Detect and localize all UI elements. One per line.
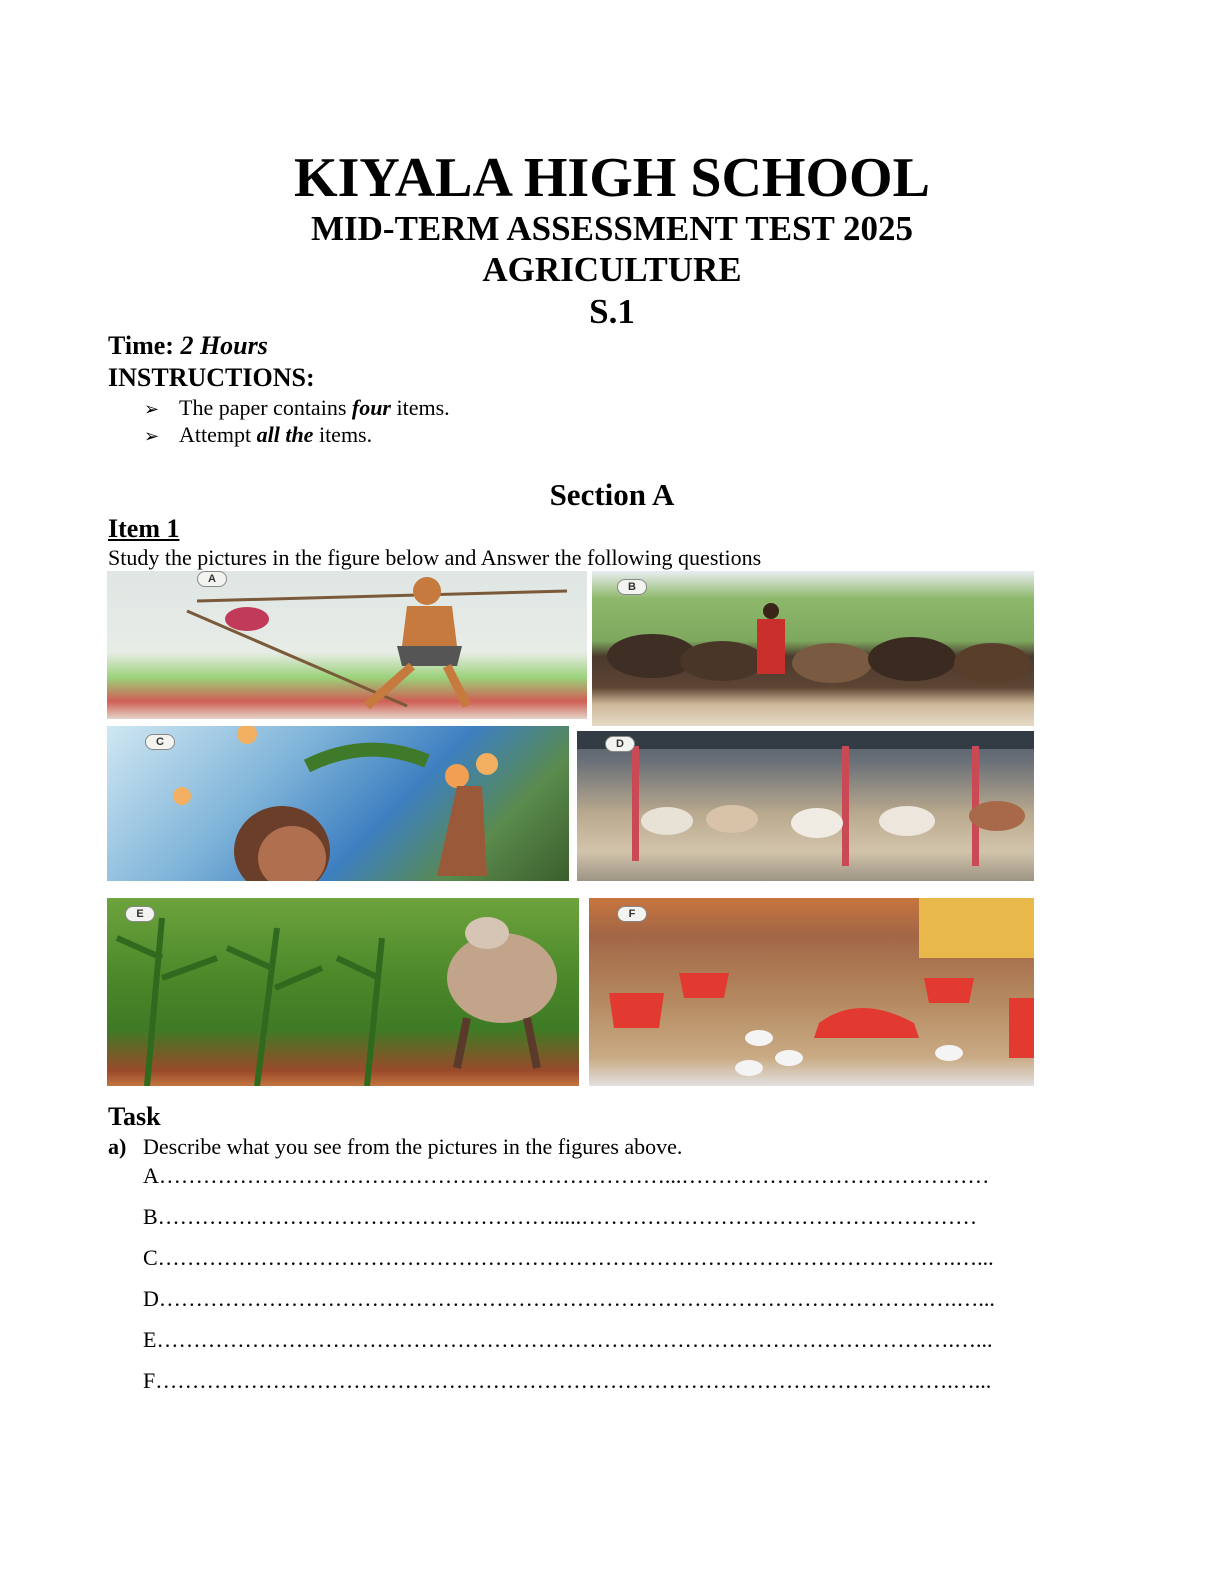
answer-line-d[interactable]: D……………………………………………………………………………………………….…... — [143, 1286, 995, 1311]
picture-e-maize-garden — [107, 898, 579, 1086]
section-title: Section A — [549, 477, 675, 512]
panel-label-e: E — [125, 906, 155, 922]
panel-label-c: C — [145, 734, 175, 750]
arrow-bullet-icon: ➢ — [144, 426, 160, 447]
answer-line-e[interactable]: E……………………………………………………………………………………………….…... — [143, 1327, 993, 1352]
picture-b-herding-cattle — [592, 571, 1034, 726]
task-title: Task — [108, 1102, 161, 1131]
panel-label-f: F — [617, 906, 647, 922]
instructions-heading: INSTRUCTIONS: — [108, 363, 315, 392]
panel-label-d: D — [605, 736, 635, 752]
picture-f-poultry-house — [589, 898, 1034, 1086]
school-name: KIYALA HIGH SCHOOL — [294, 147, 930, 209]
class-level: S.1 — [589, 292, 635, 331]
question-label: a) — [108, 1134, 127, 1159]
poultry-house-illustration — [589, 898, 1034, 1086]
fruit-gathering-illustration — [107, 726, 569, 881]
answer-line-f[interactable]: F……………………………………………………………………………………………….…... — [143, 1368, 992, 1393]
maize-garden-illustration — [107, 898, 579, 1086]
subject-title: AGRICULTURE — [482, 250, 742, 289]
hunter-illustration — [107, 571, 587, 719]
panel-label-a: A — [197, 571, 227, 587]
time-value: 2 Hours — [180, 331, 268, 360]
time-allowed — [108, 330, 268, 362]
instruction-item: ➢ Attempt all the items. — [144, 421, 372, 451]
item-title: Item 1 — [108, 514, 180, 543]
item-prompt: Study the pictures in the figure below and Answer the following questions — [108, 545, 762, 570]
agriculture-pictures-figure — [107, 571, 1034, 1086]
arrow-bullet-icon: ➢ — [144, 399, 160, 420]
picture-a-hunter — [107, 571, 587, 719]
picture-d-zero-grazing-unit — [577, 731, 1034, 881]
answer-line-c[interactable]: C……………………………………………………………………………………………….…... — [143, 1245, 994, 1270]
cattle-shed-illustration — [577, 731, 1034, 881]
answer-line-b[interactable]: B……………………………………………….....……………………………………………… — [143, 1204, 978, 1229]
exam-title: MID-TERM ASSESSMENT TEST 2025 — [311, 209, 913, 248]
answer-line-a[interactable]: A……………………………………………………………...…………………………………… — [143, 1163, 990, 1188]
time-label: Time: — [108, 331, 174, 360]
question-text: Describe what you see from the pictures in the figures above. — [143, 1134, 683, 1159]
picture-c-gathering-fruits — [107, 726, 569, 881]
panel-label-b: B — [617, 579, 647, 595]
instruction-item: ➢ The paper contains four items. — [144, 394, 450, 424]
herding-illustration — [592, 571, 1034, 726]
